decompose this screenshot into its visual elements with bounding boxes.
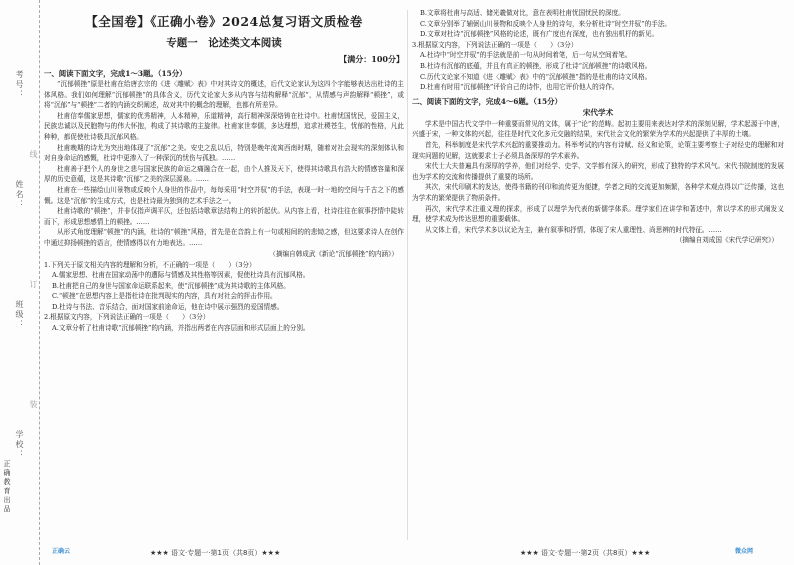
binding-gutter xyxy=(0,0,40,565)
left-logo: 正确云 xyxy=(52,548,71,555)
q3-option-c: C.历代文论家不知道《进〈雕赋〉表》中的“沉郁顿挫”指的是杜甫的诗文风格。 xyxy=(420,72,652,81)
right-page xyxy=(412,8,784,536)
passage-source: （摘编自刘成国《宋代学记研究》） xyxy=(675,236,778,245)
q1-option-d: D.杜诗与书法、音乐结合，面对国家前途命运，他在诗中展示强烈的爱国情感。 xyxy=(52,302,284,311)
passage-source: （摘编自韩成武《新论“沉郁顿挫”的内涵》） xyxy=(269,249,398,258)
q2-option-d: D.文章对杜诗“沉郁顿挫”风格的论述，既有广度也有深度，也有独出机杼的新见。 xyxy=(420,30,659,39)
passage-paragraph: 杜甫信奉儒家思想，儒家的优秀精神，人本精神，乐道精神，高行精神深深烙铸在杜诗中。杜甫忧国忧民，爱国主义，民族忠诚以及民胞物与的伟大怀抱，构成了其诗歌的主旋律。杜甫家世奉儒，多达理想，追求社稷苍生，忧郁的性格，凡此种种，都促使杜诗极具沉郁风格。 xyxy=(44,111,404,141)
q2-option-c: C.文章分别举了辅弼山川景物和反映个人身世的诗句，来分析杜诗“时空并驭”的手法。 xyxy=(420,19,672,28)
question-3: 3.根据原文内容，下列说法正确的一项是（ ）（3分） xyxy=(412,40,578,49)
passage-paragraph: 宋代士大夫普遍具有深厚的学养，他们对经学、史学、文学都有深入的研究，形成了独特的学术风气。宋代书院制度的发展也为学术的交流和传播提供了重要的场所。 xyxy=(412,162,784,181)
left-page xyxy=(44,8,404,536)
binding-mark: 订 xyxy=(29,280,38,290)
q3-option-a: A.杜诗中“时空并驭”的手法就是前一句从时间着笔，后一句从空间着笔。 xyxy=(420,51,632,60)
passage-paragraph: 杜甫诗歌的“顿挫”，并非仅指声调平仄，还包括诗歌章法结构上的转折起伏。从内容上看，杜诗往往在叙事抒情中陡转而下，形成思想感情上的顿挫。…… xyxy=(44,207,404,226)
q2-option-a: A.文章分析了杜甫诗歌“沉郁顿挫”的内涵，并指出两者在内容层面和形式层面上的分别。 xyxy=(52,324,310,333)
q1-option-b: B.杜甫把自己的身世与国家命运联系起来，使“沉郁顿挫”成为其诗歌的主体风格。 xyxy=(52,281,290,290)
page-divider xyxy=(407,10,408,540)
section-1-heading: 一、阅读下面文字，完成1～3题。（15分） xyxy=(44,69,187,78)
passage-paragraph: 首先，科举制度是宋代学术兴起的重要推动力。科举考试的内容有诗赋、经义和论策，论策主要考察士子对经史的理解和对现实问题的见解，这就要求士子必须具备深厚的学术素养。 xyxy=(412,140,784,160)
question-2: 2.根据原文内容，下列说法正确的一项是（ ）（3分） xyxy=(44,313,210,322)
left-footer: ★★★ 语文·专题一·第1页（共8页）★★★ xyxy=(150,549,281,557)
line-mark: 线 xyxy=(29,150,38,160)
passage-paragraph: 杜甫晚期的诗尤为突出地体现了“沉郁”之美。安史之乱以后，特别是晚年流寓西南时期，随着对社会现实的深刻体认和对自身命运的感慨，杜诗中更渗入了一种深沉的忧伤与孤独。…… xyxy=(44,143,404,163)
passage-paragraph: 学术是中国古代文学中一种重要而常见的文体，属于“论”的范畴。起初主要用来表达对学术的深刻见解，学术起源于中唐，兴盛于宋，一种文体的兴起，往往是时代文化多元交融的结果，宋代社会文化的繁荣为学术的兴起提供了丰厚的土壤。 xyxy=(412,119,784,139)
q3-option-b: B.杜诗有沉郁的底蕴，并且有真正的顿挫，形成了杜诗“沉郁顿挫”的诗歌风格。 xyxy=(420,61,652,70)
article-title: 宋代学术 xyxy=(582,107,614,117)
question-1: 1.下列关于原文相关内容的理解和分析，不正确的一项是（ ）（3分） xyxy=(44,260,256,269)
full-score: 【满分：100分】 xyxy=(339,54,404,64)
passage-paragraph: 从文体上看，宋代学术多以议论为主，兼有叙事和抒情，体现了宋人重理性、尚思辨的时代特征。…… xyxy=(425,225,722,234)
tear-mark: 装 xyxy=(29,400,38,410)
q1-option-a: A.儒家思想、杜甫在国家动荡中的遭际与情感及其性格等因素，促使杜诗具有沉郁风格。 xyxy=(52,271,310,280)
right-logo: 微众网 xyxy=(735,548,754,555)
passage-paragraph: 从形式角度理解“顿挫”的内涵，杜诗的“顿挫”风格，首先是在音韵上有一句或相间的的悲恸之感，但这要求诗人在创作中通过抑扬顿挫的语言，使情感得以有力地表达。…… xyxy=(44,228,404,247)
class-label: 班级： xyxy=(15,300,24,330)
right-footer: ★★★ 语文·专题一·第2页（共8页）★★★ xyxy=(520,549,651,557)
exam-subheader: 专题一 论述类文本阅读 xyxy=(166,37,282,49)
q1-option-c: C.“顿挫”在思想内容上是指杜诗在批判现实的内容，具有对社会的抨击作用。 xyxy=(52,292,277,301)
passage-paragraph: 再次，宋代学术注重义理的探求，形成了以理学为代表的新儒学体系。理学家们在讲学和著述中，常以学术的形式阐发义理，使学术成为传达思想的重要载体。 xyxy=(412,204,784,224)
student-id-label: 考号： xyxy=(15,70,24,100)
passage-paragraph: “沉郁顿挫”原是杜甫在给唐玄宗的《进〈雕赋〉表》中对其诗文的概述，后代文论家认为这四个字能够表达出杜诗的主体风格。我们如何理解“沉郁顿挫”的具体含义，历代文论家大多从内容与结构解释“沉郁”，从情感与声韵解释“顿挫”，或将“沉郁”与“顿挫”二者的内涵交织阐述，故对其中的概念的理解，也都有所差异。 xyxy=(44,80,404,110)
q3-option-d: D.杜甫有时用“沉郁顿挫”评价自己的诗作，也用它评价他人的诗作。 xyxy=(420,83,619,92)
exam-header: 【全国卷】《正确小卷》2024总复习语文质检卷 xyxy=(85,14,363,29)
name-label: 姓名： xyxy=(15,180,24,210)
q2-option-b: B.文章将杜甫与高适、储光羲做对比，意在表明杜甫忧国忧民的深度。 xyxy=(420,9,625,17)
passage-paragraph: 其次，宋代印刷术的发达，使得书籍的刊印和流传更为便捷，学者之间的交流更加频繁，各种学术观点得以广泛传播，这也为学术的繁荣提供了物质条件。 xyxy=(412,183,784,202)
publisher-brand: 正确教育出品 xyxy=(3,460,11,514)
passage-paragraph: 杜甫善于把个人的身世之悲与国家民族的命运之痛融合在一起，由个人推及天下，使得其诗歌具有浩大的情感容量和深厚的历史意蕴，这是其诗歌“沉郁”之美的深层源泉。…… xyxy=(44,164,404,184)
school-label: 学校： xyxy=(15,430,24,460)
passage-paragraph: 杜甫在一些描绘山川景物或反映个人身世的作品中，每每采用“时空并驭”的手法，表现一时一地的空间与千古之下的感慨。这是“沉郁”的生成方式，也是杜诗最为独到的艺术手法之一。 xyxy=(44,185,404,205)
section-2-heading: 二、阅读下面的文字，完成4～6题。（15分） xyxy=(412,96,562,106)
